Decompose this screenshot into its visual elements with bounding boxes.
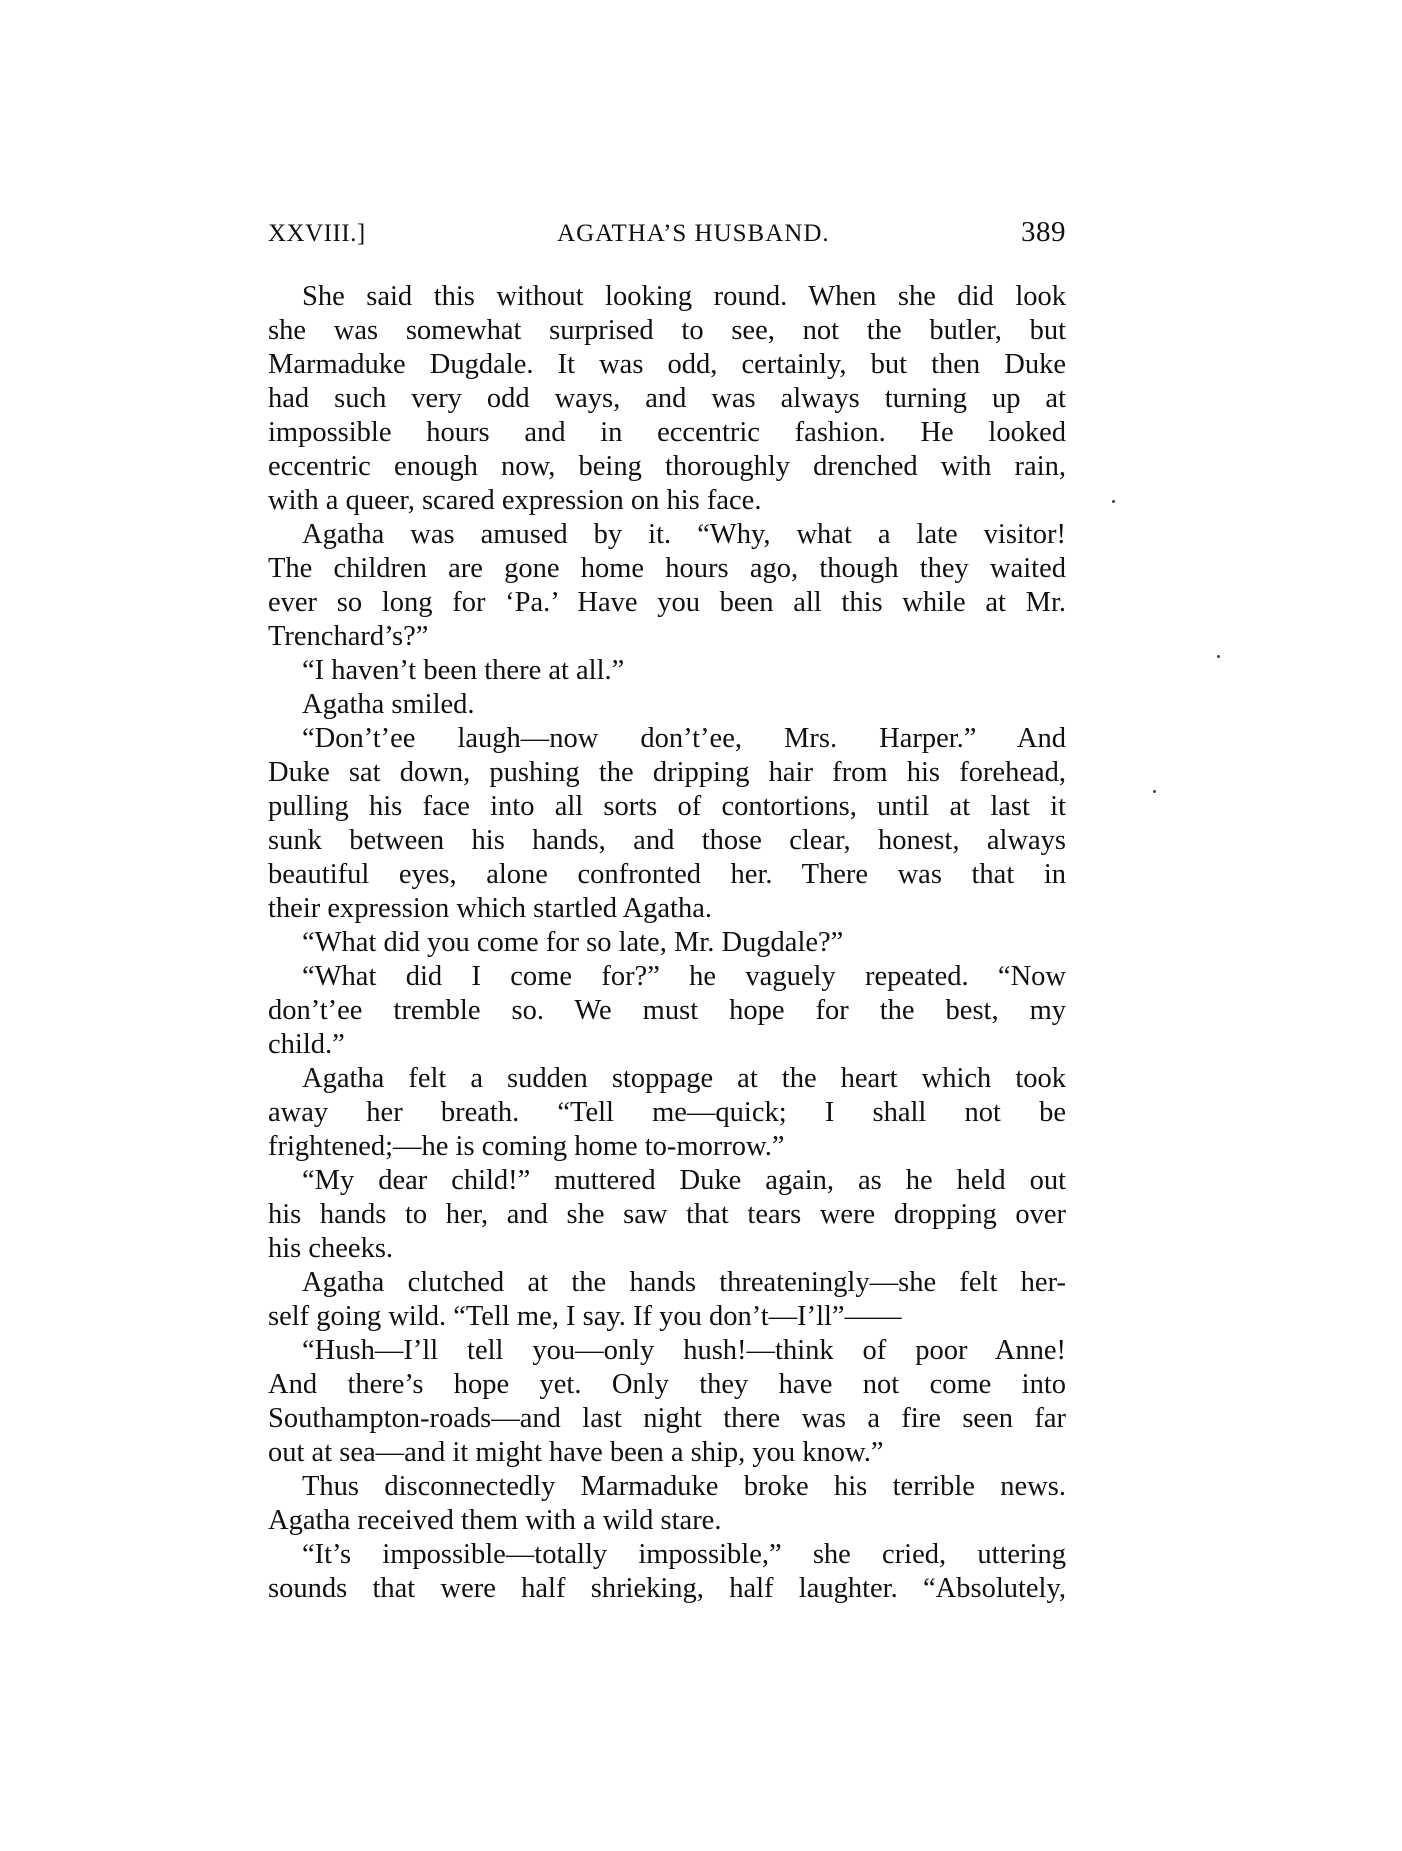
scan-speck <box>1217 655 1220 658</box>
body-text <box>268 280 1066 1606</box>
text-line: sunk between his hands, and those clear, honest, always <box>268 825 1066 856</box>
text-line: beautiful eyes, alone confronted her. There was that in <box>268 859 1066 890</box>
running-head <box>268 216 1066 252</box>
paragraph <box>268 1266 1066 1334</box>
book-page <box>268 216 1066 1606</box>
running-title: AGATHA’S HUSBAND. <box>557 220 830 247</box>
text-line: his cheeks. <box>268 1233 394 1264</box>
text-line: Thus disconnectedly Marmaduke broke his terrible news. <box>302 1471 1066 1502</box>
text-line: sounds that were half shrieking, half laughter. “Absolutely, <box>268 1573 1066 1604</box>
paragraph <box>268 722 1066 926</box>
text-line: ever so long for ‘Pa.’ Have you been all this while at Mr. <box>268 587 1066 618</box>
chapter-number: XXVIII.] <box>268 220 366 247</box>
paragraph <box>268 960 1066 1062</box>
paragraph <box>268 654 1066 688</box>
text-line: impossible hours and in eccentric fashion. He looked <box>268 417 1066 448</box>
text-line: self going wild. “Tell me, I say. If you don’t—I’ll”—— <box>268 1301 902 1332</box>
text-line: And there’s hope yet. Only they have not come into <box>268 1369 1066 1400</box>
text-line: Agatha clutched at the hands threateningly—she felt her- <box>302 1267 1066 1298</box>
text-line: Agatha felt a sudden stoppage at the heart which took <box>302 1063 1066 1094</box>
text-line: frightened;—he is coming home to-morrow.” <box>268 1131 785 1162</box>
text-line: “What did you come for so late, Mr. Dugdale?” <box>302 927 844 958</box>
text-line: pulling his face into all sorts of contortions, until at last it <box>268 791 1066 822</box>
text-line: Trenchard’s?” <box>268 621 429 652</box>
text-line: Agatha received them with a wild stare. <box>268 1505 722 1536</box>
text-line: child.” <box>268 1029 345 1060</box>
text-line: “It’s impossible—totally impossible,” she cried, uttering <box>302 1539 1066 1570</box>
text-line: “Don’t’ee laugh—now don’t’ee, Mrs. Harper.” And <box>302 723 1066 754</box>
text-line: she was somewhat surprised to see, not the butler, but <box>268 315 1066 346</box>
text-line: Marmaduke Dugdale. It was odd, certainly, but then Duke <box>268 349 1066 380</box>
paragraph <box>268 688 1066 722</box>
text-line: don’t’ee tremble so. We must hope for the best, my <box>268 995 1066 1026</box>
text-line: Agatha smiled. <box>302 689 475 720</box>
paragraph <box>268 1164 1066 1266</box>
text-line: Southampton-roads—and last night there was a fire seen far <box>268 1403 1066 1434</box>
scan-speck <box>1112 500 1115 503</box>
page-number: 389 <box>1021 216 1066 248</box>
text-line: The children are gone home hours ago, though they waited <box>268 553 1066 584</box>
paragraph <box>268 518 1066 654</box>
paragraph <box>268 1538 1066 1606</box>
text-line: out at sea—and it might have been a ship, you know.” <box>268 1437 884 1468</box>
text-line: Duke sat down, pushing the dripping hair from his forehead, <box>268 757 1066 788</box>
text-line: their expression which startled Agatha. <box>268 893 713 924</box>
paragraph <box>268 1470 1066 1538</box>
text-line: his hands to her, and she saw that tears were dropping over <box>268 1199 1066 1230</box>
text-line: away her breath. “Tell me—quick; I shall not be <box>268 1097 1066 1128</box>
text-line: “My dear child!” muttered Duke again, as he held out <box>302 1165 1066 1196</box>
paragraph <box>268 1334 1066 1470</box>
text-line: had such very odd ways, and was always turning up at <box>268 383 1066 414</box>
text-line: She said this without looking round. When she did look <box>302 281 1066 312</box>
text-line: Agatha was amused by it. “Why, what a late visitor! <box>302 519 1066 550</box>
paragraph <box>268 926 1066 960</box>
text-line: eccentric enough now, being thoroughly drenched with rain, <box>268 451 1066 482</box>
paragraph <box>268 1062 1066 1164</box>
paragraph <box>268 280 1066 518</box>
scan-speck <box>1153 790 1156 793</box>
text-line: with a queer, scared expression on his face. <box>268 485 762 516</box>
text-line: “I haven’t been there at all.” <box>302 655 625 686</box>
text-line: “Hush—I’ll tell you—only hush!—think of poor Anne! <box>302 1335 1066 1366</box>
text-line: “What did I come for?” he vaguely repeated. “Now <box>302 961 1066 992</box>
